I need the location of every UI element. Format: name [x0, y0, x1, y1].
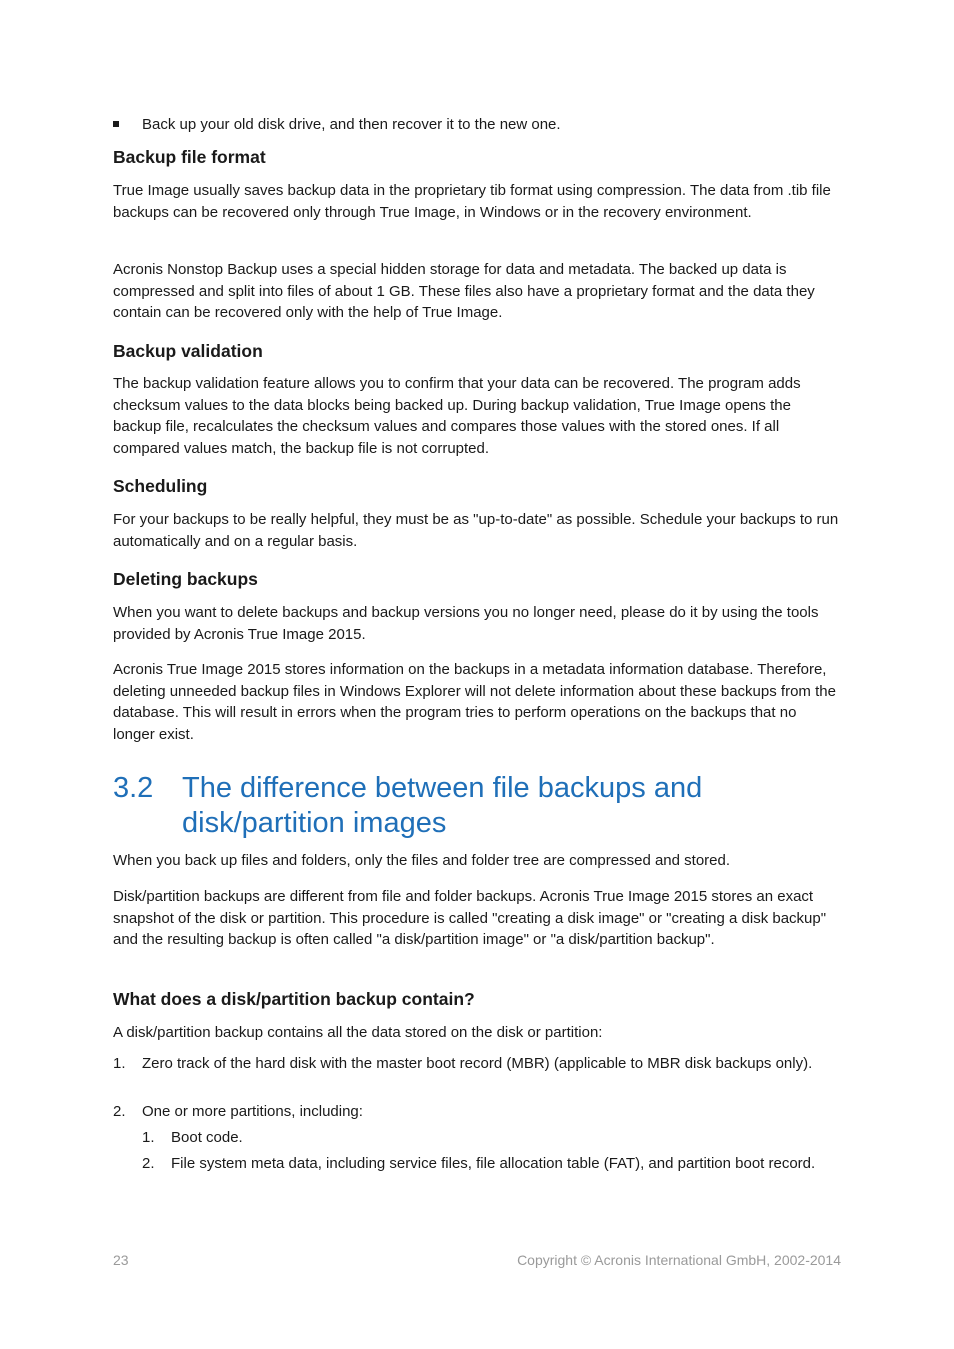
list-text: File system meta data, including service files, file allocation table (FAT), and partition boot record. [171, 1155, 816, 1172]
heading-backup-validation: Backup validation [113, 341, 263, 361]
paragraph: A disk/partition backup contains all the data stored on the disk or partition: [113, 1024, 603, 1041]
heading-backup-file-format: Backup file format [113, 147, 266, 167]
paragraph: The backup validation feature allows you to confirm that your data can be recovered. The program adds checksum values to the data blocks being backed up. During backup validation, True Image opens the backup file, recalculates the checksum values and compares those values with the stored ones. If all compared values match, the backup file is not corrupted. [113, 375, 801, 457]
paragraph: Disk/partition backups are different from file and folder backups. Acronis True Image 2015 stores an exact snapshot of the disk or partition. This procedure is called "creating a disk image" or "creating a disk backup" and the resulting backup is often called "a disk/partition image" or "a disk/partition backup". [113, 888, 827, 949]
paragraph: When you back up files and folders, only the files and folder tree are compressed and stored. [113, 852, 731, 869]
paragraph: True Image usually saves backup data in the proprietary tib format using compression. The data from .tib file backups can be recovered only through True Image, in Windows or in the recovery environment. [113, 182, 831, 221]
page-number: 23 [113, 1252, 129, 1268]
square-bullet-icon [113, 121, 119, 127]
list-text: Boot code. [171, 1129, 243, 1146]
bullet-text: Back up your old disk drive, and then recover it to the new one. [142, 116, 561, 133]
list-number: 1. [142, 1129, 155, 1146]
heading-disk-backup-contents: What does a disk/partition backup contain? [113, 989, 475, 1009]
list-text: One or more partitions, including: [142, 1103, 363, 1120]
list-number: 2. [113, 1103, 126, 1120]
paragraph: Acronis True Image 2015 stores information on the backups in a metadata information database. Therefore, deleting unneeded backup files in Windows Explorer will not delete information about these backups from the database. This will result in errors when the program tries to perform operations on the backups that no longer exist. [113, 661, 836, 743]
list-number: 1. [113, 1055, 126, 1072]
heading-deleting-backups: Deleting backups [113, 569, 258, 589]
paragraph: Acronis Nonstop Backup uses a special hidden storage for data and metadata. The backed up data is compressed and split into files of about 1 GB. These files also have a proprietary format and the data they contain can be recovered only with the help of True Image. [113, 261, 815, 322]
paragraph: For your backups to be really helpful, they must be as "up-to-date" as possible. Schedule your backups to run automatically and on a regular basis. [113, 511, 839, 550]
chapter-number: 3.2 [113, 772, 154, 804]
chapter-heading [113, 771, 841, 843]
copyright-text: Copyright © Acronis International GmbH, 2002-2014 [517, 1252, 841, 1268]
list-number: 2. [142, 1155, 155, 1172]
paragraph: When you want to delete backups and backup versions you no longer need, please do it by using the tools provided by Acronis True Image 2015. [113, 604, 819, 643]
heading-scheduling: Scheduling [113, 476, 208, 496]
list-text: Zero track of the hard disk with the master boot record (MBR) (applicable to MBR disk backups only). [142, 1055, 813, 1072]
chapter-title: The difference between file backups and disk/partition images [182, 772, 703, 839]
